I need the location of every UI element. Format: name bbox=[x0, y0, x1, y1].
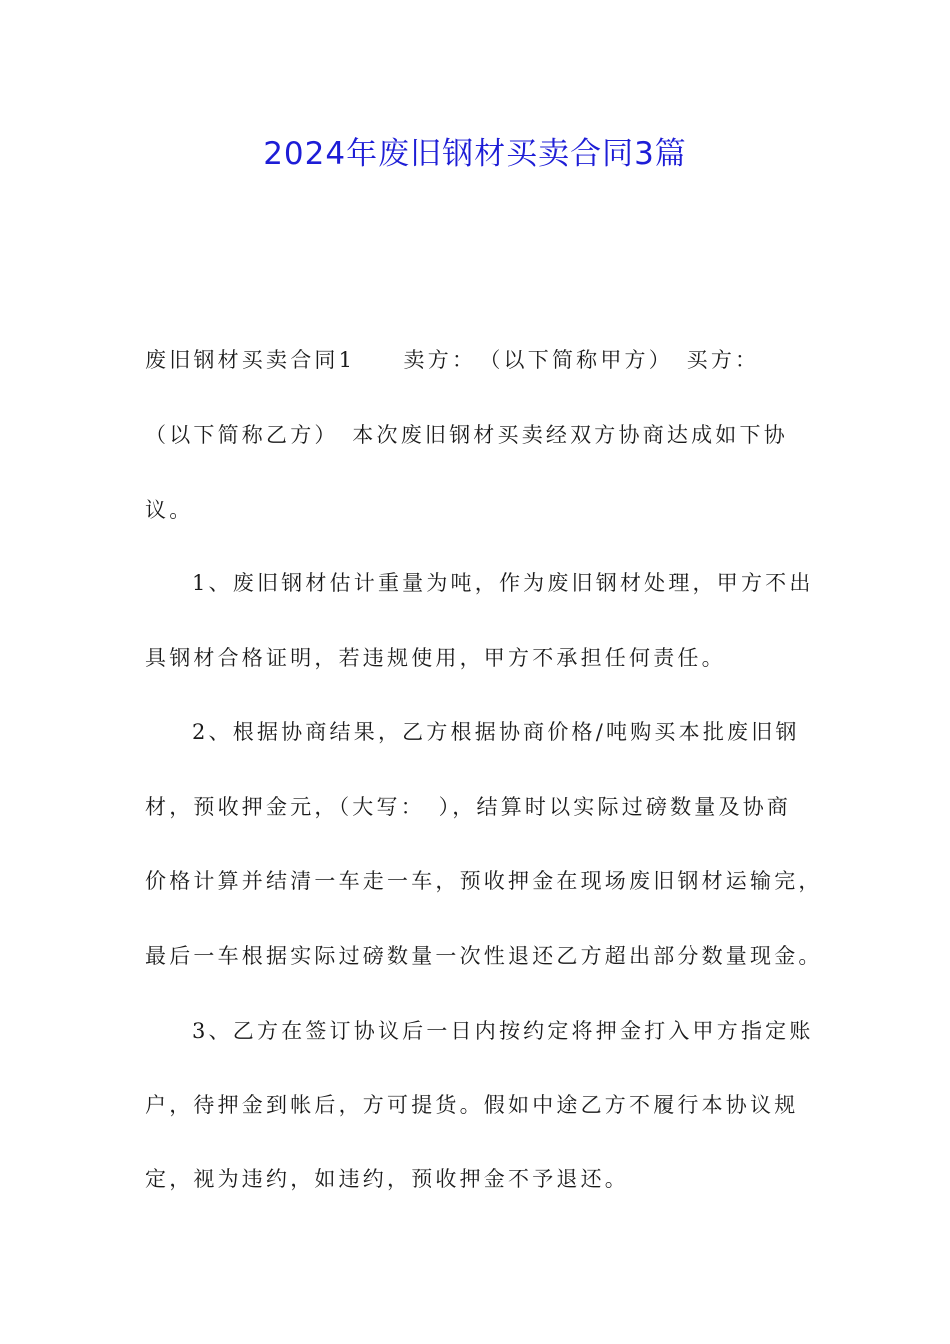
document-title: 2024年废旧钢材买卖合同3篇 bbox=[263, 136, 687, 172]
clause-2-line: 材，预收押金元，（大写： ），结算时以实际过磅数量及协商 bbox=[145, 795, 792, 819]
clause-3-line: 户，待押金到帐后，方可提货。假如中途乙方不履行本协议规 bbox=[145, 1093, 799, 1117]
clause-1-line: 具钢材合格证明，若违规使用，甲方不承担任何责任。 bbox=[145, 646, 726, 670]
paragraph-line: （以下简称乙方） 本次废旧钢材买卖经双方协商达成如下协 bbox=[145, 423, 788, 447]
paragraph-line: 废旧钢材买卖合同1 卖方： （以下简称甲方） 买方： bbox=[145, 348, 760, 372]
clause-2-line: 2、根据协商结果，乙方根据协商价格/吨购买本批废旧钢 bbox=[192, 720, 800, 744]
clause-3-line: 定，视为违约，如违约，预收押金不予退还。 bbox=[145, 1167, 629, 1191]
clause-2-line: 价格计算并结清一车走一车，预收押金在现场废旧钢材运输完， bbox=[145, 869, 823, 893]
clause-2-line: 最后一车根据实际过磅数量一次性退还乙方超出部分数量现金。 bbox=[145, 944, 823, 968]
clause-3-line: 3、乙方在签订协议后一日内按约定将押金打入甲方指定账 bbox=[192, 1019, 814, 1043]
clause-1-line: 1、废旧钢材估计重量为吨，作为废旧钢材处理，甲方不出 bbox=[192, 571, 814, 595]
paragraph-line: 议。 bbox=[145, 498, 194, 522]
